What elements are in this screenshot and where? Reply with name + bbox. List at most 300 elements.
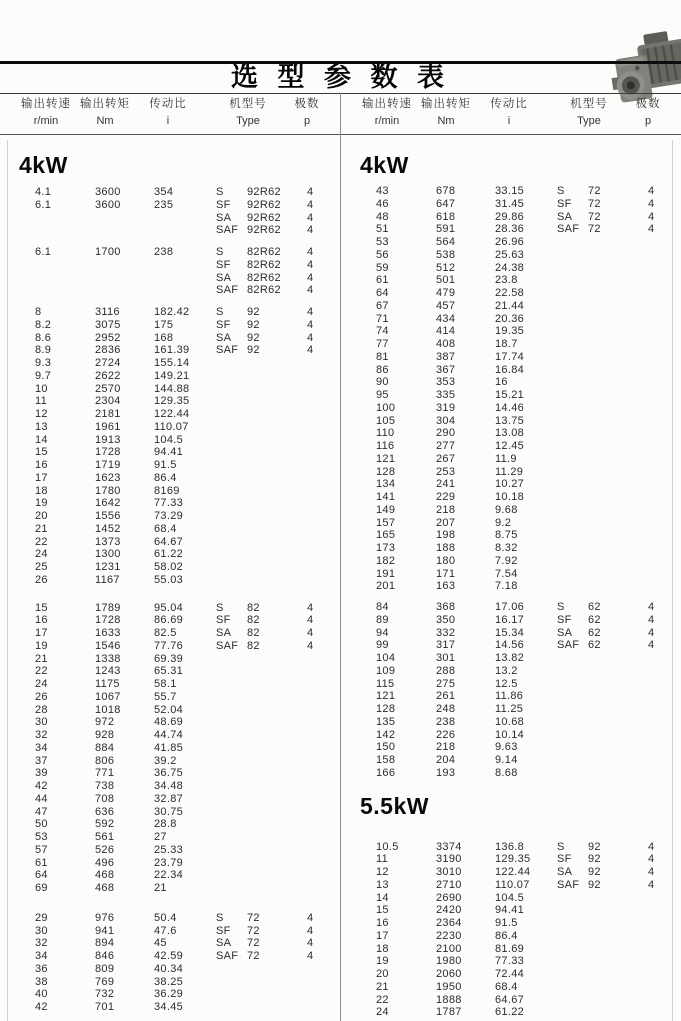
cell-torque: 538: [436, 248, 456, 261]
cell-poles: [307, 395, 336, 408]
cell-torque: 928: [95, 729, 115, 741]
cell-type: [557, 930, 588, 943]
cell-poles: 4: [307, 258, 314, 271]
cell-poles: [648, 955, 677, 968]
cell-type: [557, 741, 588, 754]
cell-speed: 29: [35, 911, 48, 924]
table-row: [0, 459, 341, 472]
cell-speed: 15: [35, 446, 48, 459]
cell-type: [216, 472, 247, 485]
cell-type: [557, 249, 588, 262]
cell-speed: 150: [376, 741, 396, 754]
cell-speed: 14: [35, 433, 48, 446]
cell-model: [588, 754, 648, 767]
cell-poles: 4: [307, 284, 314, 297]
cell-model: [247, 976, 307, 989]
cell-model: [588, 678, 648, 691]
cell-poles: 4: [307, 198, 314, 211]
cell-ratio: 129.35: [154, 395, 190, 408]
cell-poles: [648, 300, 677, 313]
cell-model: [588, 236, 648, 249]
cell-poles: 4: [307, 331, 314, 344]
cell-torque: 591: [436, 223, 456, 236]
header-cell: [295, 98, 320, 127]
cell-poles: [648, 917, 677, 930]
table-row: [341, 325, 681, 338]
cell-type: SA: [216, 627, 232, 639]
cell-speed: 69: [35, 882, 48, 894]
table-row: [341, 627, 681, 640]
cell-torque: 241: [436, 478, 456, 491]
cell-model: 92: [247, 306, 260, 318]
cell-model: [247, 716, 307, 729]
cell-model: [588, 287, 648, 300]
cell-speed: 14: [376, 891, 389, 904]
cell-type: [557, 274, 588, 287]
cell-speed: 42: [35, 1001, 48, 1013]
cell-ratio: 13.82: [495, 652, 525, 664]
cell-poles: 4: [307, 271, 314, 284]
cell-model: [247, 691, 307, 704]
cell-torque: 592: [95, 818, 115, 831]
cell-poles: 4: [307, 937, 314, 950]
cell-speed: 77: [376, 338, 389, 350]
cell-speed: 110: [376, 427, 395, 440]
cell-ratio: 8.75: [495, 529, 518, 542]
header-label: 传动比: [149, 98, 187, 110]
cell-type: [216, 716, 247, 729]
cell-ratio: 14.46: [495, 401, 525, 414]
cell-type: [557, 313, 588, 326]
cell-model: 92: [588, 866, 601, 878]
cell-torque: 2181: [95, 408, 121, 420]
cell-model: [247, 653, 307, 666]
cell-type: SA: [216, 937, 232, 950]
cell-poles: [307, 548, 336, 561]
cell-ratio: 15.21: [495, 389, 525, 401]
cell-torque: 1556: [95, 510, 121, 522]
cell-ratio: 23.8: [495, 274, 518, 287]
cell-poles: [307, 806, 336, 819]
cell-type: [557, 504, 588, 517]
cell-ratio: [154, 272, 216, 285]
cell-model: [247, 523, 307, 536]
cell-torque: 2100: [436, 942, 462, 955]
cell-ratio: 12.5: [495, 677, 518, 690]
cell-model: 92: [588, 853, 601, 866]
cell-torque: 976: [95, 911, 115, 924]
cell-ratio: 23.79: [154, 856, 184, 869]
cell-type: [216, 383, 247, 396]
cell-model: [247, 357, 307, 370]
table-row: [341, 402, 681, 415]
cell-poles: [648, 389, 677, 402]
cell-type: [557, 300, 588, 313]
table-row: [0, 937, 341, 950]
table-row: [341, 453, 681, 466]
cell-type: [557, 690, 588, 703]
cell-poles: 4: [307, 601, 314, 614]
table-row: [341, 555, 681, 568]
cell-model: [247, 408, 307, 421]
cell-poles: [307, 459, 336, 472]
cell-model: 92R62: [247, 224, 281, 237]
cell-ratio: 182.42: [154, 306, 190, 318]
cell-type: [216, 574, 247, 587]
cell-model: [588, 427, 648, 440]
cell-ratio: 34.48: [154, 780, 184, 792]
table-row: [0, 510, 341, 523]
cell-type: [216, 459, 247, 472]
cell-type: SF: [557, 197, 572, 210]
cell-torque: 353: [436, 376, 456, 389]
cell-torque: 248: [436, 703, 456, 715]
cell-poles: [307, 653, 336, 666]
cell-speed: [35, 224, 95, 237]
cell-speed: 16: [35, 459, 48, 471]
cell-torque: 261: [436, 690, 456, 703]
header-cell: [149, 98, 187, 127]
cell-ratio: 238: [154, 246, 174, 258]
cell-ratio: 94.41: [495, 904, 525, 917]
cell-speed: 61: [376, 274, 389, 287]
cell-torque: 319: [436, 401, 456, 414]
cell-model: [588, 325, 648, 338]
table-row: [0, 284, 341, 297]
table-row: [0, 383, 341, 396]
cell-model: [588, 440, 648, 453]
cell-type: [557, 754, 588, 767]
cell-speed: 44: [35, 792, 48, 805]
table-row: [341, 968, 681, 981]
cell-poles: [648, 440, 677, 453]
cell-poles: [307, 446, 336, 459]
cell-poles: [648, 236, 677, 249]
cell-type: [557, 415, 588, 428]
cell-model: [247, 767, 307, 780]
table-row: [341, 767, 681, 780]
cell-speed: 128: [376, 703, 396, 715]
cell-speed: 30: [35, 924, 48, 937]
cell-ratio: [154, 259, 216, 272]
table-row: [0, 602, 341, 615]
cell-poles: [648, 313, 677, 326]
cell-poles: [307, 421, 336, 434]
cell-poles: [307, 472, 336, 485]
cell-torque: 171: [436, 567, 456, 580]
cell-type: [557, 517, 588, 530]
cell-model: 92R62: [247, 198, 281, 211]
cell-torque: 3600: [95, 198, 121, 211]
header-label: 机型号: [570, 98, 608, 110]
cell-speed: 135: [376, 715, 396, 728]
table-row: [341, 198, 681, 211]
table-row: [0, 912, 341, 925]
cell-speed: 21: [35, 522, 48, 535]
cell-torque: 414: [436, 325, 456, 338]
cell-poles: [648, 892, 677, 905]
cell-torque: 1452: [95, 522, 121, 535]
cell-model: [588, 313, 648, 326]
cell-ratio: 47.6: [154, 924, 177, 937]
header-cell: [421, 98, 471, 127]
cell-poles: [648, 690, 677, 703]
cell-ratio: 104.5: [495, 891, 525, 904]
cell-speed: 94: [376, 626, 389, 639]
table-row: [0, 485, 341, 498]
cell-torque: [95, 224, 154, 237]
cell-type: [216, 831, 247, 844]
cell-speed: 9.7: [35, 369, 52, 382]
table-header-left: [0, 98, 341, 134]
cell-torque: 1623: [95, 471, 121, 484]
table-block: [341, 601, 681, 780]
cell-ratio: 29.86: [495, 210, 525, 223]
cell-model: [588, 892, 648, 905]
cell-torque: 1913: [95, 433, 121, 446]
cell-torque: 1373: [95, 535, 121, 548]
cell-poles: 4: [648, 866, 655, 878]
table-row: [341, 542, 681, 555]
cell-ratio: 122.44: [495, 866, 531, 878]
table-row: [0, 691, 341, 704]
cell-poles: 4: [648, 613, 655, 626]
cell-type: [216, 446, 247, 459]
cell-speed: 89: [376, 613, 389, 626]
cell-ratio: 34.45: [154, 1001, 184, 1013]
cell-ratio: 73.29: [154, 510, 184, 522]
cell-type: [557, 478, 588, 491]
header-label: 输出转速: [21, 98, 71, 110]
cell-speed: 53: [376, 236, 389, 248]
cell-speed: 95: [376, 389, 389, 401]
cell-ratio: 61.22: [495, 1006, 525, 1019]
cell-poles: 4: [307, 246, 314, 258]
cell-poles: [648, 729, 677, 742]
table-row: [0, 857, 341, 870]
table-row: [0, 976, 341, 989]
cell-torque: 1243: [95, 665, 121, 678]
cell-type: S: [216, 186, 224, 198]
cell-ratio: 19.35: [495, 325, 525, 338]
cell-ratio: 64.67: [495, 993, 525, 1006]
cell-torque: 408: [436, 338, 456, 350]
table-row: [0, 574, 341, 587]
cell-poles: [307, 767, 336, 780]
table-row: [341, 351, 681, 364]
cell-ratio: 38.25: [154, 975, 184, 988]
table-row: [0, 988, 341, 1001]
cell-speed: [35, 212, 95, 225]
cell-torque: [95, 272, 154, 285]
cell-poles: [648, 981, 677, 994]
cell-model: [588, 529, 648, 542]
cell-model: [247, 561, 307, 574]
cell-model: [588, 665, 648, 678]
cell-poles: [307, 523, 336, 536]
table-row: [0, 806, 341, 819]
cell-model: 92: [247, 331, 260, 344]
cell-model: [588, 262, 648, 275]
cell-torque: 335: [436, 389, 456, 401]
cell-speed: 17: [35, 627, 48, 639]
cell-model: [247, 988, 307, 1001]
cell-poles: [648, 754, 677, 767]
cell-type: [557, 466, 588, 479]
cell-speed: 13: [376, 878, 389, 891]
cell-torque: [95, 259, 154, 272]
table-row: [341, 652, 681, 665]
cell-type: [216, 742, 247, 755]
cell-ratio: 110.07: [495, 878, 530, 891]
cell-type: SAF: [216, 639, 239, 652]
cell-ratio: 82.5: [154, 627, 177, 639]
cell-torque: 3374: [436, 840, 462, 853]
cell-type: [216, 806, 247, 819]
table-column-right: [341, 135, 681, 1019]
cell-model: 72: [588, 210, 601, 223]
table-row: [0, 665, 341, 678]
cell-model: [247, 383, 307, 396]
cell-type: [216, 857, 247, 870]
cell-poles: [307, 988, 336, 1001]
cell-speed: 40: [35, 988, 48, 1001]
cell-torque: 1018: [95, 703, 121, 716]
cell-model: [588, 904, 648, 917]
header-cell: [80, 98, 130, 127]
cell-ratio: 91.5: [495, 917, 518, 929]
cell-type: [216, 755, 247, 768]
cell-ratio: 68.4: [154, 522, 177, 535]
cell-ratio: 40.34: [154, 962, 184, 975]
cell-speed: 84: [376, 601, 389, 613]
cell-poles: [307, 882, 336, 895]
cell-poles: [648, 325, 677, 338]
cell-model: 82: [247, 601, 260, 614]
cell-torque: 317: [436, 639, 456, 652]
cell-ratio: 33.15: [495, 185, 525, 197]
cell-speed: 158: [376, 754, 396, 766]
cell-speed: 19: [35, 639, 48, 652]
cell-ratio: 81.69: [495, 942, 525, 955]
cell-type: [216, 882, 247, 895]
cell-poles: [307, 678, 336, 691]
cell-poles: 4: [648, 840, 655, 853]
cell-model: 82: [247, 639, 260, 652]
cell-ratio: 10.14: [495, 728, 525, 741]
cell-model: [588, 249, 648, 262]
table-row: [341, 955, 681, 968]
cell-ratio: 110.07: [154, 420, 189, 433]
table-block: [0, 602, 341, 895]
header-unit: Nm: [437, 115, 455, 127]
cell-speed: 22: [35, 665, 48, 678]
cell-speed: 22: [35, 535, 48, 548]
cell-type: [557, 729, 588, 742]
cell-torque: 1787: [436, 1006, 462, 1019]
table-row: [0, 370, 341, 383]
cell-model: 72: [247, 911, 260, 924]
cell-type: [216, 421, 247, 434]
table-row: [341, 879, 681, 892]
cell-poles: [648, 767, 677, 780]
cell-model: [247, 963, 307, 976]
cell-poles: [307, 357, 336, 370]
cell-ratio: 9.14: [495, 754, 518, 766]
table-row: [0, 246, 341, 259]
table-row: [0, 306, 341, 319]
cell-torque: 1642: [95, 497, 121, 510]
cell-poles: [307, 704, 336, 717]
cell-type: [557, 892, 588, 905]
cell-model: [588, 955, 648, 968]
cell-type: SAF: [557, 639, 580, 652]
cell-poles: [648, 517, 677, 530]
cell-speed: 39: [35, 767, 48, 780]
cell-torque: 561: [95, 831, 115, 843]
cell-model: [588, 568, 648, 581]
cell-torque: 496: [95, 856, 115, 869]
cell-speed: 16: [376, 917, 389, 929]
cell-poles: [648, 580, 677, 593]
table-block: [0, 246, 341, 297]
cell-model: 82R62: [247, 246, 281, 258]
cell-model: [247, 1001, 307, 1014]
cell-torque: 1780: [95, 484, 121, 497]
table-row: [341, 639, 681, 652]
table-row: [341, 892, 681, 905]
cell-torque: 647: [436, 197, 456, 210]
table-row: [0, 640, 341, 653]
table-row: [341, 943, 681, 956]
table-row: [0, 446, 341, 459]
cell-speed: 99: [376, 639, 389, 652]
cell-torque: [95, 212, 154, 225]
cell-model: [588, 981, 648, 994]
cell-type: [216, 408, 247, 421]
cell-model: 72: [588, 197, 601, 210]
cell-poles: [307, 370, 336, 383]
table-row: [0, 472, 341, 485]
cell-torque: 1067: [95, 690, 121, 703]
cell-torque: 708: [95, 792, 115, 805]
cell-model: [247, 793, 307, 806]
table-row: [0, 767, 341, 780]
cell-speed: 32: [35, 729, 48, 741]
cell-model: 62: [588, 639, 601, 652]
cell-model: [588, 504, 648, 517]
cell-torque: 1231: [95, 561, 121, 573]
cell-ratio: 24.38: [495, 261, 525, 274]
cell-poles: [307, 844, 336, 857]
cell-ratio: 36.29: [154, 988, 184, 1001]
cell-poles: [648, 904, 677, 917]
cell-speed: 30: [35, 716, 48, 729]
cell-model: [247, 434, 307, 447]
cell-speed: 57: [35, 843, 48, 856]
cell-type: [216, 665, 247, 678]
cell-torque: 809: [95, 962, 115, 975]
table-row: [0, 523, 341, 536]
cell-ratio: 86.4: [495, 929, 518, 942]
cell-speed: 32: [35, 937, 48, 950]
table-row: [341, 300, 681, 313]
cell-ratio: 10.27: [495, 478, 525, 491]
cell-torque: 1175: [95, 678, 120, 690]
cell-model: [247, 857, 307, 870]
cell-speed: 67: [376, 299, 389, 312]
table-row: [341, 529, 681, 542]
